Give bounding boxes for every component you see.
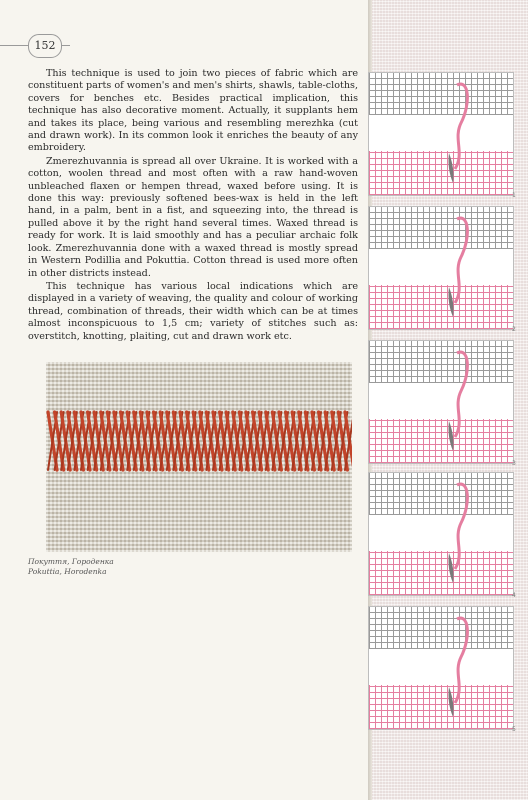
diagram-number: 5 [512, 726, 516, 733]
needle-icon [449, 553, 454, 583]
needle-thread-illustration [369, 341, 513, 463]
thread-path [455, 618, 467, 703]
diagram-number: 3 [512, 460, 516, 467]
stitch-band-illustration [46, 362, 352, 552]
paragraph-3: This technique has various local indications which are displayed in a variety of weaving, the quality and colour of working thread, combination of threads, their width which can be at times almost inconspicuous to 1,5 cm; variety of stitches such as: overstitch, knotting, plaiting, cut and drawn work etc. [28, 280, 358, 342]
thread-path [455, 218, 467, 303]
diagram-number: 2 [512, 326, 516, 333]
stitch-diagram-4 [368, 472, 514, 596]
thread-path [455, 352, 467, 437]
thread-path [455, 84, 467, 169]
page-number: 152 [28, 34, 62, 58]
needle-thread-illustration [369, 607, 513, 729]
needle-thread-illustration [369, 73, 513, 195]
stitch-diagram-5 [368, 606, 514, 730]
photo-caption [28, 557, 228, 577]
body-text [28, 68, 358, 344]
paragraph-2: Zmerezhuvannia is spread all over Ukraine. It is worked with a cotton, woolen thread and most often with a raw hand-woven unbleached flaxen or hempen thread, waxed before using. It is done this way: previously softened bees-wax is held in the left hand, in a palm, bent in a fist, and squeezing into, the thread is pulled above it by the right hand several times. Waxed thread is ready for work. It is laid smoothly and has a peculiar archaic folk look. Zmerezhuvannia done with a waxed thread is mostly spread in Western Podillia and Pokuttia. Cotton thread is used more often in other districts instead. [28, 155, 358, 279]
diagram-number: 1 [512, 192, 516, 199]
paragraph-1: This technique is used to join two pieces of fabric which are constituent parts of women's and men's shirts, shawls, table-cloths, covers for benches etc. Besides practical implication, this technique has also decorative moment. Actually, it supplants hem and takes its place, being various and resembling merezhka (cut and drawn work). In its common look it enriches the beauty of any embroidery. [28, 68, 358, 154]
needle-icon [449, 287, 454, 317]
caption-line-2: Pokuttia, Horodenka [28, 567, 107, 576]
needle-thread-illustration [369, 207, 513, 329]
embroidery-photo [46, 362, 352, 552]
stitch-diagram-2 [368, 206, 514, 330]
stitch-diagram-1 [368, 72, 514, 196]
needle-icon [449, 153, 454, 183]
thread-path [455, 484, 467, 569]
caption-line-1: Покуття, Городенка [28, 557, 114, 566]
needle-thread-illustration [369, 473, 513, 595]
stitch-diagram-3 [368, 340, 514, 464]
diagram-number: 4 [512, 592, 516, 599]
needle-icon [449, 687, 454, 717]
needle-icon [449, 421, 454, 451]
